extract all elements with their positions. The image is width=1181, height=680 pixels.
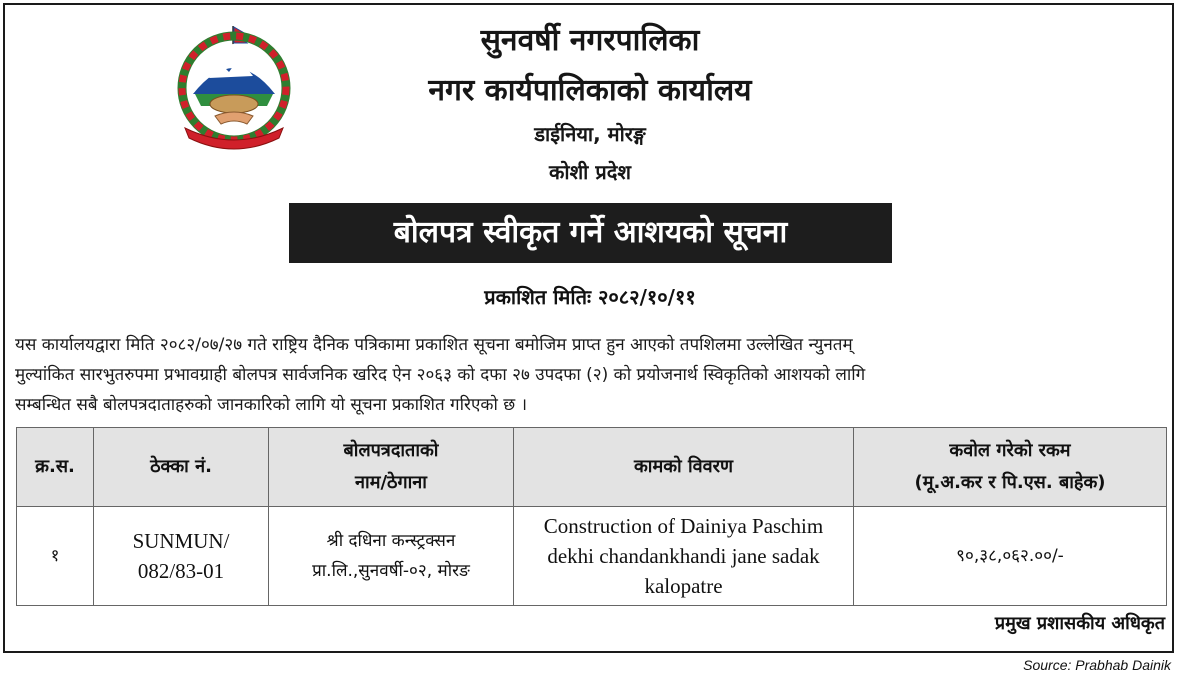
- office-address: डाईनिया, मोरङ्ग: [534, 122, 646, 146]
- header-bidder-line2: नाम/ठेगाना: [355, 472, 427, 493]
- contract-number-line2: 082/83-01: [137, 559, 225, 583]
- bidder-line2: प्रा.लि.,सुनवर्षी-०२, मोरङ: [312, 561, 470, 581]
- bidder-line1: श्री दधिना कन्स्ट्रक्सन: [326, 531, 456, 551]
- notice-title: बोलपत्र स्वीकृत गर्ने आशयको सूचना: [289, 203, 892, 263]
- source-credit: Source: Prabhab Dainik: [1023, 657, 1171, 673]
- header-serial-number: क्र.स.: [17, 428, 94, 507]
- header-bidder: [269, 428, 514, 507]
- work-description-line3: kalopatre: [644, 574, 723, 598]
- header-bidder-line1: बोलपत्रदाताको: [343, 440, 439, 461]
- table-row: [17, 507, 1167, 606]
- cell-bid-amount: ९०,३८,०६२.००/-: [854, 507, 1167, 606]
- cell-serial-number: १: [17, 507, 94, 606]
- header-amount-line2: (मू.अ.कर र पि.एस. बाहेक): [914, 472, 1106, 493]
- notice-body-line: यस कार्यालयद्वारा मिति २०८२/०७/२७ गते राष्ट्रिय दैनिक पत्रिकामा प्रकाशित सूचना बमोजिम प्राप्त हुन आएको तपशिलमा उल्लेखित न्युनतम्: [15, 335, 853, 355]
- header-bid-amount: [854, 428, 1167, 507]
- work-description-line1: Construction of Dainiya Paschim: [543, 514, 824, 538]
- work-description-line2: dekhi chandankhandi jane sadak: [547, 544, 820, 568]
- cell-contract-number: [94, 507, 269, 606]
- nepal-emblem-icon: [163, 24, 305, 150]
- notice-body-line: मुल्यांकित सारभुतरुपमा प्रभावग्राही बोलपत्र सार्वजनिक खरिद ऐन २०६३ को दफा २७ उपदफा (२) को प्रयोजनार्थ स्विकृतिको आशयको लागि: [15, 365, 866, 385]
- header-amount-line1: कवोल गरेको रकम: [949, 440, 1071, 461]
- contract-number-line1: SUNMUN/: [132, 529, 230, 553]
- notice-body-line: सम्बन्धित सबै बोलपत्रदाताहरुको जानकारिको लागि यो सूचना प्रकाशित गरिएको छ ।: [15, 395, 528, 415]
- signatory-title: प्रमुख प्रशासकीय अधिकृत: [994, 613, 1165, 634]
- published-date: प्रकाशित मितिः २०८२/१०/११: [484, 285, 696, 309]
- map-of-nepal-icon: [210, 95, 258, 113]
- bid-award-table: [16, 427, 1167, 606]
- municipality-name: सुनवर्षी नगरपालिका: [480, 23, 700, 58]
- cell-work-description: [514, 507, 854, 606]
- notice-body: [15, 330, 1167, 420]
- header-work-description: कामको विवरण: [514, 428, 854, 507]
- header-contract-number: ठेक्का नं.: [94, 428, 269, 507]
- cell-bidder: [269, 507, 514, 606]
- province-name: कोशी प्रदेश: [549, 160, 631, 184]
- office-name: नगर कार्यपालिकाको कार्यालय: [428, 73, 752, 108]
- table-header-row: [17, 428, 1167, 507]
